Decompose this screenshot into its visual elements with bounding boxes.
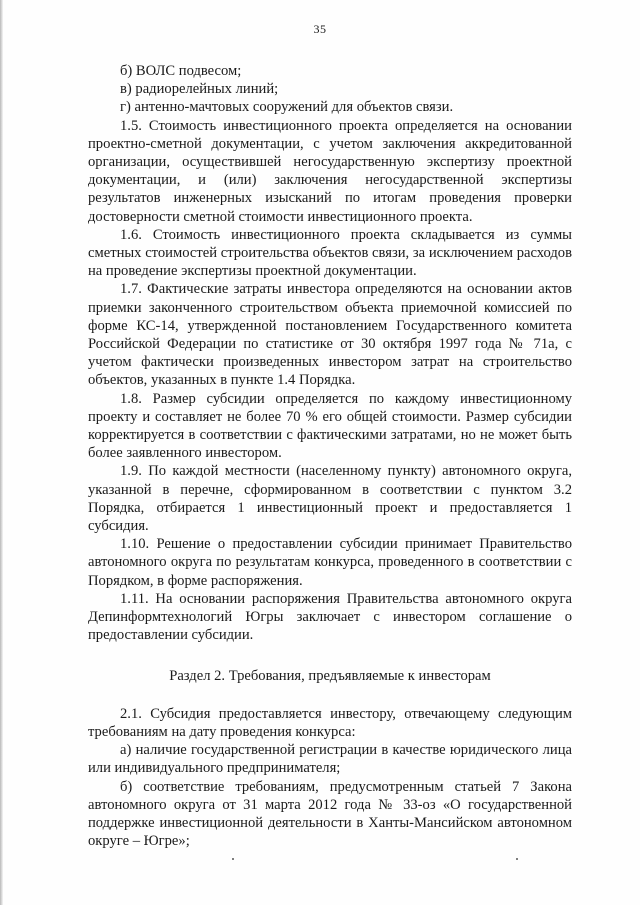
- document-body: [88, 62, 572, 850]
- clause-2-1: 2.1. Субсидия предоставляется инвестору, отвечающему следующим требованиям на дату проведения конкурса:: [88, 705, 572, 740]
- clause-1-9: 1.9. По каждой местности (населенному пункту) автономного округа, указанной в перечне, сформированном в соответствии с пунктом 3.2 Порядка, отбирается 1 инвестиционный проект и предоставляется 1 субсидия.: [88, 463, 572, 535]
- list-item-g: г) антенно-мачтовых сооружений для объектов связи.: [120, 99, 454, 116]
- section-heading: Раздел 2. Требования, предъявляемые к инвесторам: [169, 667, 491, 684]
- clause-2-1-b: б) соответствие требованиям, предусмотренным статьей 7 Закона автономного округа от 31 марта 2012 года № 33-оз «О государственной поддержке инвестиционной деятельности в Ханты-Мансийском автономном округе – Югре»;: [88, 778, 572, 850]
- list-item-b: б) ВОЛС подвесом;: [120, 63, 242, 79]
- scan-speck: [232, 858, 234, 860]
- clause-1-10: 1.10. Решение о предоставлении субсидии принимает Правительство автономного округа по результатам конкурса, проведенного в соответствии с Порядком, в форме распоряжения.: [88, 536, 572, 589]
- page-number: 35: [313, 22, 327, 36]
- clause-1-6: 1.6. Стоимость инвестиционного проекта складывается из суммы сметных стоимостей строительства объектов связи, за исключением расходов на проведение экспертизы проектной документации.: [88, 226, 572, 280]
- clause-1-8: 1.8. Размер субсидии определяется по каждому инвестиционному проекту и составляет не более 70 % его общей стоимости. Размер субсидии корректируется в соответствии с фактическими затратами, но не может быть более заявленного инвестором.: [88, 390, 572, 462]
- clause-1-11: 1.11. На основании распоряжения Правительства автономного округа Депинформтехнологий Югры заключает с инвестором соглашение о предоставлении субсидии.: [88, 590, 572, 644]
- clause-1-7: 1.7. Фактические затраты инвестора определяются на основании актов приемки законченного строительством объекта приемочной комиссией по форме КС-14, утвержденной постановлением Государственного комитета Российской Федерации по статистике от 30 октября 1997 года № 71а, с учетом фактически произведенных инвестором затрат на строительство объектов, указанных в пункте 1.4 Порядка.: [88, 281, 572, 389]
- scan-edge: [0, 0, 3, 905]
- clause-2-1-a: а) наличие государственной регистрации в качестве юридического лица или индивидуального предпринимателя;: [88, 742, 572, 777]
- list-item-v: в) радиорелейных линий;: [120, 81, 279, 98]
- scan-speck: [516, 858, 518, 860]
- clause-1-5: 1.5. Стоимость инвестиционного проекта определяется на основании проектно-сметной документации, с учетом заключения аккредитованной организации, осуществившей негосударственную экспертизу проектной документации, и (или) заключения негосударственной экспертизы результатов инженерных изысканий по итогам проведения проверки достоверности сметной стоимости инвестиционного проекта.: [88, 117, 572, 225]
